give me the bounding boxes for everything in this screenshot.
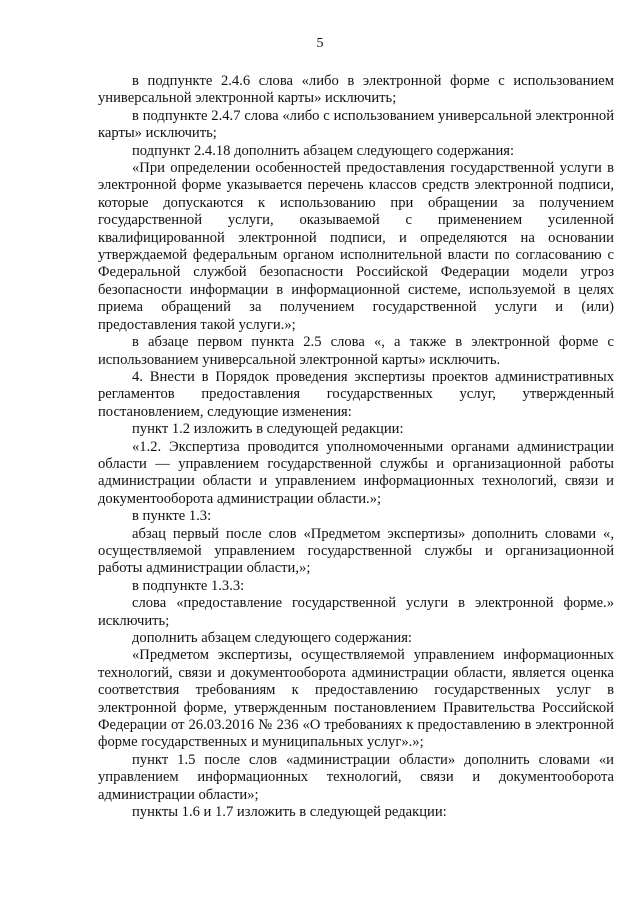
page-number: 5 xyxy=(316,36,324,51)
paragraph-1-2-intro: пункт 1.2 изложить в следующей редакции: xyxy=(132,421,404,438)
paragraph-1-3-intro: в пункте 1.3: xyxy=(132,508,212,525)
paragraph-1-3-3-intro: в подпункте 1.3.3: xyxy=(132,577,245,594)
paragraph-1-3-3-words: слова «предоставление государственной услуги в электронной форме.» исключить; xyxy=(98,595,614,629)
paragraph-2-4-18-intro: подпункт 2.4.18 дополнить абзацем следующего содержания: xyxy=(132,142,515,159)
paragraph-1-5: пункт 1.5 после слов «администрации области» дополнить словами «и управлением информационных технологий, связи и документооборота администрации области»; xyxy=(98,751,614,803)
paragraph-1-3-first: абзац первый после слов «Предметом экспертизы» дополнить словами «, осуществляемой управлением государственной службы и организационной работы администрации области,»; xyxy=(98,525,614,577)
paragraph-1-2-text: «1.2. Экспертиза проводится уполномоченными органами администрации области — управлением государственной службы и организационной работы администрации области и управлением информационных технологий, связи и документооборота администрации области.»; xyxy=(98,438,614,507)
document-body xyxy=(98,73,614,821)
paragraph-2-4-6: в подпункте 2.4.6 слова «либо в электронной форме с использованием универсальной электронной карты» исключить; xyxy=(98,73,614,107)
paragraph-1-6-1-7: пункты 1.6 и 1.7 изложить в следующей редакции: xyxy=(132,804,447,821)
paragraph-2-4-18-text: «При определении особенностей предоставления государственной услуги в электронной форме указывается перечень классов средств электронной подписи, которые допускаются к использованию при обращении за получением государственной услуги, оказываемой с применением усиленной квалифицированной электронной подписи, и определяются на основании утверждаемой федеральным органом исполнительной власти по согласованию с Федеральной службой безопасности Российской Федерации модели угроз безопасности информации в информационной системе, используемой в целях приема обращений за получением государственной услуги и (или) предоставления такой услуги.»; xyxy=(98,160,614,333)
paragraph-1-3-3-add-intro: дополнить абзацем следующего содержания: xyxy=(132,630,412,646)
paragraph-item-4: 4. Внести в Порядок проведения экспертизы проектов административных регламентов предоставления государственных услуг, утвержденный постановлением, следующие изменения: xyxy=(98,368,614,420)
paragraph-2-4-7: в подпункте 2.4.7 слова «либо с использованием универсальной электронной карты» исключить; xyxy=(98,107,614,142)
paragraph-2-5: в абзаце первом пункта 2.5 слова «, а также в электронной форме с использованием универсальной электронной карты» исключить. xyxy=(98,334,614,368)
paragraph-1-3-3-add-text: «Предметом экспертизы, осуществляемой управлением информационных технологий, связи и документооборота администрации области, является оценка соответствия требованиям к предоставлению государственных услуг в электронной форме, утвержденным постановлением Правительства Российской Федерации от 26.03.2016 № 236 «О требованиях к предоставлению в электронной форме государственных и муниципальных услуг».»; xyxy=(98,647,614,751)
